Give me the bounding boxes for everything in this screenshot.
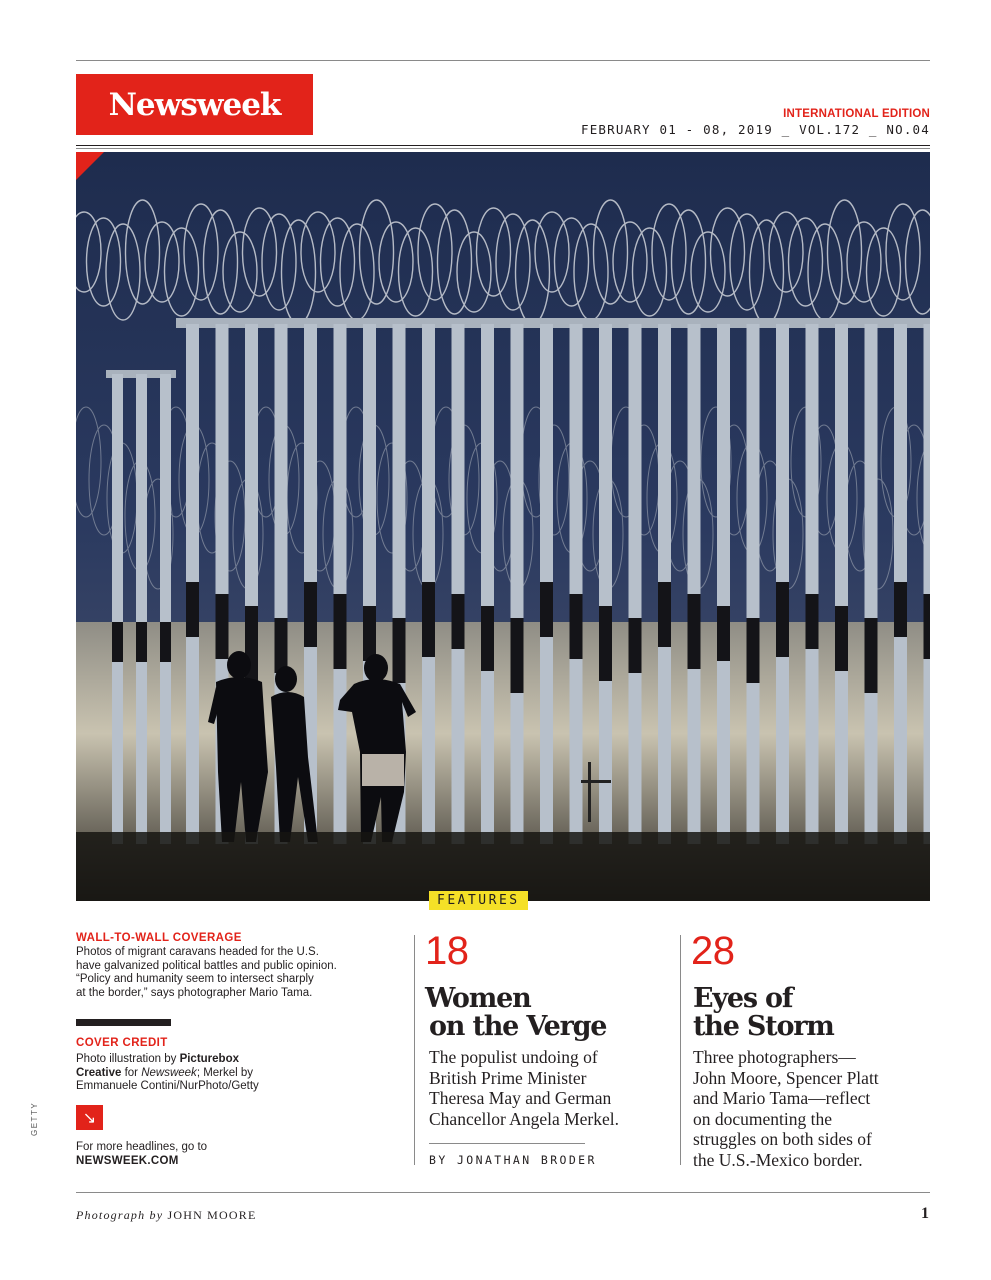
fence-post xyxy=(747,324,760,844)
feature-1-dek xyxy=(429,1047,619,1129)
fence-post-band xyxy=(717,606,730,661)
coverage-line: Photos of migrant caravans headed for the U.S. xyxy=(76,946,319,958)
feature-1-headline-line: on the Verge xyxy=(429,1011,607,1042)
cover-credit-line: Emmanuele Contini/NurPhoto/Getty xyxy=(76,1080,259,1092)
fence-post xyxy=(136,374,147,844)
coverage-line: “Policy and humanity seem to intersect sharply xyxy=(76,973,314,985)
fence-post-band xyxy=(112,622,123,662)
feature-2-headline[interactable] xyxy=(693,985,834,1041)
issue-dateline: FEBRUARY 01 - 08, 2019 _ VOL.172 _ NO.04 xyxy=(580,122,930,137)
fence-post-band xyxy=(747,618,760,683)
coverage-text xyxy=(76,946,376,1000)
more-headlines-text: For more headlines, go to xyxy=(76,1141,208,1153)
fence-post-band xyxy=(186,582,199,637)
dek-line: British Prime Minister xyxy=(429,1067,587,1088)
coverage-line: have galvanized political battles and public opinion. xyxy=(76,959,337,972)
feature-2-page-number[interactable]: 28 xyxy=(691,929,735,973)
fence-post xyxy=(334,324,347,844)
fence-post-band xyxy=(599,606,612,681)
cover-credit-merkel: ; Merkel by xyxy=(196,1066,254,1079)
fence-post xyxy=(717,324,730,844)
border-fence-photo xyxy=(76,152,930,901)
feature-1-page-number[interactable]: 18 xyxy=(425,929,469,973)
fence-post-band xyxy=(160,622,171,662)
fence-post-band xyxy=(806,594,819,649)
fence-post-band xyxy=(511,618,524,693)
feature-2-headline-line: Eyes of xyxy=(693,983,793,1014)
cover-credit-line xyxy=(76,1067,376,1081)
masthead-rule xyxy=(76,145,930,146)
fence-post xyxy=(599,324,612,844)
byline-rule xyxy=(429,1143,585,1144)
fence-post-band xyxy=(894,582,907,637)
fence-post xyxy=(160,374,171,844)
fence-post-band xyxy=(452,594,465,649)
fence-post-band xyxy=(688,594,701,669)
fence-post xyxy=(806,324,819,844)
cover-credit-publication: Newsweek xyxy=(141,1066,197,1079)
red-corner-accent xyxy=(76,152,104,180)
fence-post-band xyxy=(658,582,671,647)
fence-post xyxy=(570,324,583,844)
dek-line: John Moore, Spencer Platt xyxy=(693,1067,879,1088)
logo-wordmark: Newsweek xyxy=(108,86,281,123)
dek-line: Three photographers— xyxy=(693,1047,856,1067)
fence-post xyxy=(452,324,465,844)
dek-line: and Mario Tama—reflect xyxy=(693,1088,871,1108)
fence-post-band xyxy=(216,594,229,659)
cover-credit-prefix: Photo illustration by xyxy=(76,1053,180,1065)
cover-credit-text xyxy=(76,1053,376,1094)
fence-post-band xyxy=(540,582,553,637)
cover-credit-for: for xyxy=(121,1066,142,1079)
sidebar-divider-bar xyxy=(76,1019,171,1026)
dek-line: The populist undoing of xyxy=(429,1047,598,1067)
fence-post xyxy=(629,324,642,844)
coverage-line: at the border,” says photographer Mario Tama. xyxy=(76,986,313,999)
feature-1-byline: BY JONATHAN BRODER xyxy=(429,1153,597,1167)
photo-credit xyxy=(76,1208,256,1223)
footer-rule xyxy=(76,1192,930,1193)
fence-post xyxy=(865,324,878,844)
top-rule xyxy=(76,60,930,61)
fence-post xyxy=(924,324,931,844)
fence-post-band xyxy=(275,618,288,673)
coverage-heading: WALL-TO-WALL COVERAGE xyxy=(76,932,242,944)
fence-post-band xyxy=(865,618,878,693)
fence-post-band xyxy=(304,582,317,647)
dek-line: on documenting the xyxy=(693,1108,833,1129)
dek-line: the U.S.-Mexico border. xyxy=(693,1149,863,1170)
fence-post-band xyxy=(334,594,347,669)
fence-post xyxy=(481,324,494,844)
newsweek-logo[interactable] xyxy=(76,74,313,135)
newsweek-link[interactable]: NEWSWEEK.COM xyxy=(76,1154,179,1167)
photo-credit-label: Photograph by xyxy=(76,1208,164,1222)
fence-post-band xyxy=(570,594,583,659)
cover-credit-heading: COVER CREDIT xyxy=(76,1037,168,1049)
cover-credit-studio-2: Creative xyxy=(76,1066,122,1079)
fence-post-band xyxy=(481,606,494,671)
dek-line: Chancellor Angela Merkel. xyxy=(429,1108,620,1129)
feature-1-divider xyxy=(414,935,415,1165)
page-number: 1 xyxy=(921,1205,929,1222)
feature-2-headline-line: the Storm xyxy=(693,1011,834,1042)
cover-photograph xyxy=(76,152,930,901)
more-headlines xyxy=(76,1141,207,1168)
feature-1-headline-line: Women xyxy=(425,983,531,1014)
fence-post-band xyxy=(363,606,376,661)
dek-line: struggles on both sides of xyxy=(693,1129,872,1149)
diagonal-arrow-icon[interactable]: ↘ xyxy=(76,1105,103,1130)
fence-post-band xyxy=(835,606,848,671)
edition-label: INTERNATIONAL EDITION xyxy=(783,108,930,120)
fence-post-band xyxy=(629,618,642,673)
feature-2-dek xyxy=(693,1047,879,1170)
fence-post-band xyxy=(393,618,406,683)
fence-post-band xyxy=(776,582,789,657)
dek-line: Theresa May and German xyxy=(429,1088,612,1108)
fence-post xyxy=(511,324,524,844)
fence-post-band xyxy=(422,582,435,657)
feature-1-headline[interactable] xyxy=(425,985,606,1041)
cover-credit-studio: Picturebox xyxy=(179,1053,239,1065)
fence-post-band xyxy=(924,594,931,659)
masthead-rule-thin xyxy=(76,148,930,149)
photo-source-credit: GETTY xyxy=(30,1101,39,1136)
sidebar-column xyxy=(76,932,376,1000)
features-tag: FEATURES xyxy=(429,891,528,910)
fence-post xyxy=(688,324,701,844)
fence-post xyxy=(835,324,848,844)
feature-2-divider xyxy=(680,935,681,1165)
cover-credit-line xyxy=(76,1053,376,1067)
photographer-name: JOHN MOORE xyxy=(167,1208,257,1222)
fence-post-band xyxy=(136,622,147,662)
fence-post xyxy=(112,374,123,844)
